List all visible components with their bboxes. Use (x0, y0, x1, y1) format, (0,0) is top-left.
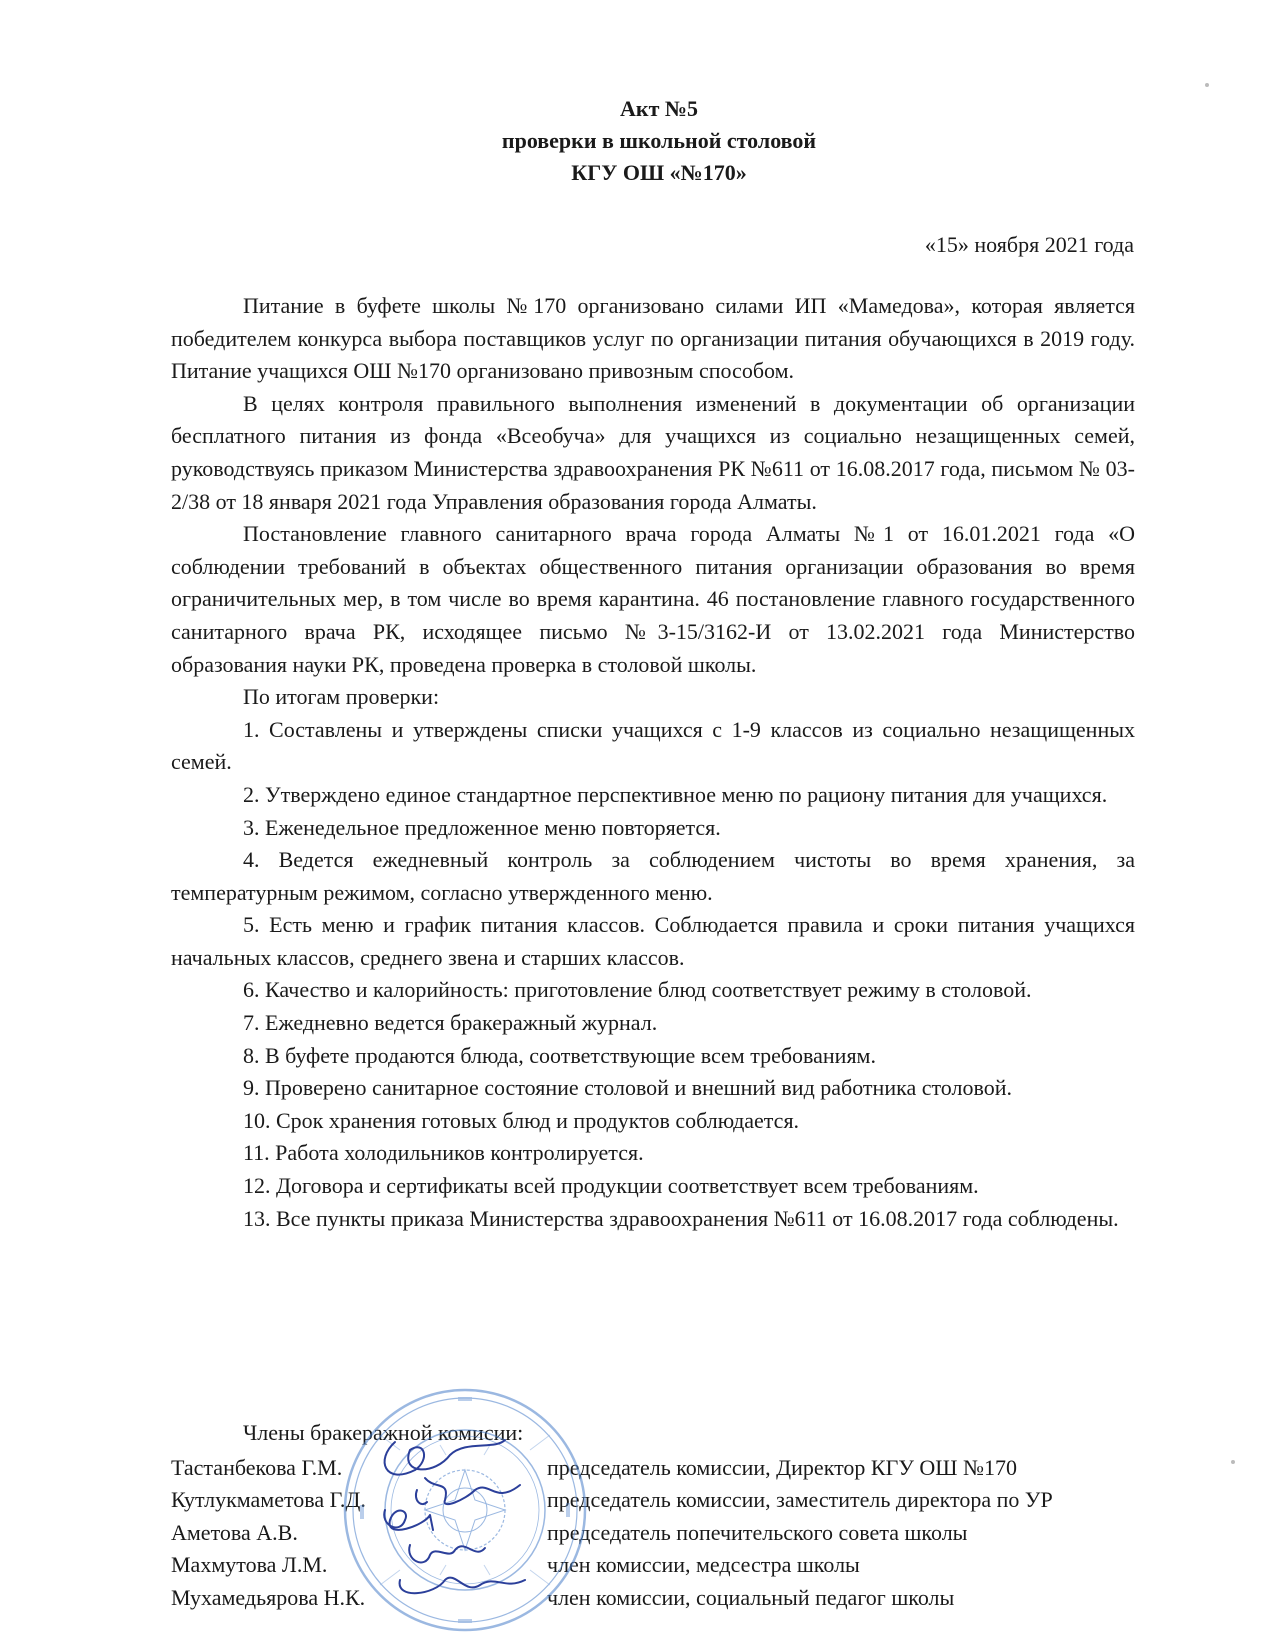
member-name: Аметова А.В. (171, 1519, 298, 1545)
member-row (171, 1484, 1135, 1517)
document-date: «15» ноября 2021 года (924, 232, 1134, 257)
list-item: 10. Срок хранения готовых блюд и продуктов соблюдается. (243, 1107, 800, 1133)
member-name: Мухамедьярова Н.К. (171, 1584, 366, 1610)
scan-dot (1231, 1460, 1235, 1464)
paragraph-3: Постановление главного санитарного врача города Алматы №1 от 16.01.2021 года «О соблюдении требований в объектах общественного питания организации образования во время ограничительных мер, в том числе во время карантина. 46 постановление главного государственного санитарного врача РК, исходящее письмо №3-15/3162-И от 13.02.2021 года Министерство образования науки РК, проведена проверка в столовой школы. (171, 521, 1135, 677)
list-item: 7. Ежедневно ведется бракеражный журнал. (243, 1010, 658, 1036)
commission-members (171, 1417, 1135, 1615)
list-item: 12. Договора и сертификаты всей продукции соответствует всем требованиям. (243, 1173, 979, 1199)
document-title (0, 93, 1275, 189)
list-item: 5. Есть меню и график питания классов. Соблюдается правила и сроки питания учащихся начальных классов, среднего звена и старших классов. (171, 912, 1135, 970)
paragraph-2: В целях контроля правильного выполнения изменений в документации об организации бесплатного питания из фонда «Всеобуча» для учащихся из социально незащищенных семей, руководствуясь приказом Министерства здравоохранения РК №611 от 16.08.2017 года, письмом № 03-2/38 от 18 января 2021 года Управления образования города Алматы. (171, 390, 1135, 514)
list-item: 1. Составлены и утверждены списки учащихся с 1-9 классов из социально незащищенных семей. (171, 716, 1135, 775)
member-role: член комиссии, социальный педагог школы (547, 1584, 955, 1610)
member-row (171, 1517, 1135, 1550)
member-role: член комиссии, медсестра школы (547, 1552, 860, 1578)
member-row (171, 1582, 1135, 1615)
paragraph-4: По итогам проверки: (243, 684, 440, 710)
list-item: 4. Ведется ежедневный контроль за соблюдением чистоты во время хранения, за температурным режимом, согласно утвержденного меню. (171, 847, 1135, 905)
member-role: председатель комиссии, Директор КГУ ОШ №170 (547, 1454, 1017, 1480)
member-role: председатель комиссии, заместитель директора по УР (547, 1487, 1053, 1513)
list-item: 2. Утверждено единое стандартное перспективное меню по рациону питания для учащихся. (243, 781, 1108, 807)
list-item: 3. Еженедельное предложенное меню повторяется. (243, 814, 721, 840)
title-line-2: проверки в школьной столовой (501, 128, 817, 153)
list-item: 8. В буфете продаются блюда, соответствующие всем требованиям. (243, 1042, 876, 1068)
title-line-3: КГУ ОШ «№170» (571, 160, 747, 185)
document-body (171, 290, 1135, 1235)
list-item: 6. Качество и калорийность: приготовление блюд соответствует режиму в столовой. (243, 977, 1032, 1003)
member-name: Кутлукмаметова Г.Д. (171, 1487, 366, 1513)
member-name: Махмутова Л.М. (171, 1552, 328, 1578)
member-name: Тастанбекова Г.М. (171, 1454, 343, 1480)
members-heading: Члены бракеражной комисии: (243, 1420, 524, 1445)
member-row (171, 1549, 1135, 1582)
member-row (171, 1452, 1135, 1485)
list-item: 11. Работа холодильников контролируется. (243, 1140, 644, 1166)
paragraph-1: Питание в буфете школы №170 организовано силами ИП «Мамедова», которая является победителем конкурса выбора поставщиков услуг по организации питания обучающихся в 2019 году. Питание учащихся ОШ №170 организовано привозным способом. (171, 293, 1135, 384)
list-item: 13. Все пункты приказа Министерства здравоохранения №611 от 16.08.2017 года соблюдены. (243, 1205, 1119, 1231)
list-item: 9. Проверено санитарное состояние столовой и внешний вид работника столовой. (243, 1075, 1013, 1101)
scan-dot (1205, 83, 1209, 87)
member-role: председатель попечительского совета школы (547, 1519, 968, 1545)
title-line-1: Акт №5 (620, 96, 698, 121)
